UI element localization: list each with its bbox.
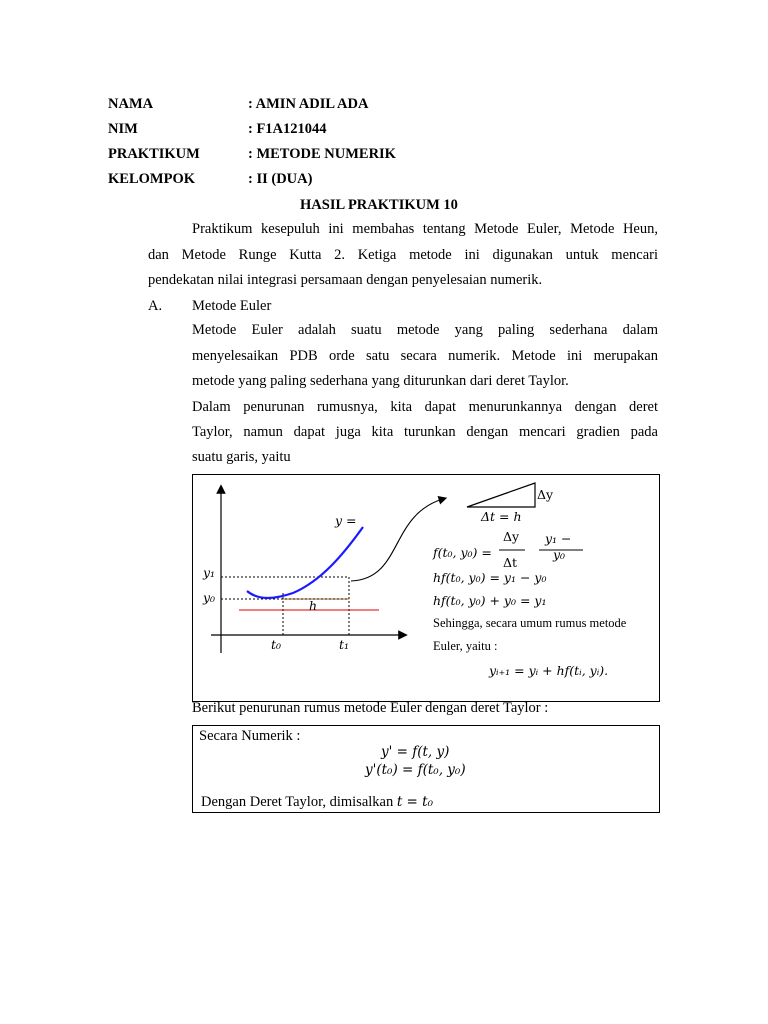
slope-denominator: Δt	[503, 555, 518, 570]
connector-arrow	[351, 499, 443, 581]
intro-line-1: Praktikum kesepuluh ini membahas tentang Metode Euler, Metode Heun,	[192, 221, 658, 237]
intro-line-2: dan Metode Runge Kutta 2. Ketiga metode ini digunakan untuk mencari	[148, 247, 658, 263]
taylor-footer	[201, 794, 433, 811]
y1-label: y₁	[203, 565, 216, 580]
slope-numerator: Δy	[503, 529, 520, 544]
section-p2-line-1: Dalam penurunan rumusnya, kita dapat menurunkannya dengan deret	[192, 399, 658, 415]
intro-line-3: pendekatan nilai integrasi persamaan dengan penyelesaian numerik.	[148, 272, 543, 288]
slope-triangle	[467, 483, 535, 507]
euler-figure	[192, 474, 660, 702]
figure-note-1: Sehingga, secara umum rumus metode	[433, 616, 627, 630]
figure-note-2: Euler, yaitu :	[433, 639, 498, 653]
header-label-nim: NIM	[108, 121, 138, 137]
frac2-denominator: y₀	[553, 547, 566, 562]
section-p2-line-3: suatu garis, yaitu	[192, 449, 291, 465]
eq-hf-2: hf(t₀, y₀) + y₀ = y₁	[433, 593, 547, 608]
euler-general-formula: yᵢ₊₁ = yᵢ + hf(tᵢ, yᵢ).	[489, 663, 609, 678]
t0-label: t₀	[271, 637, 282, 652]
dy-label: Δy	[537, 487, 554, 502]
taylor-footer-text: Dengan Deret Taylor, dimisalkan	[201, 794, 394, 810]
header-value-nim: : F1A121044	[248, 121, 327, 137]
eq-hf-1: hf(t₀, y₀) = y₁ − y₀	[433, 570, 547, 585]
section-p1-line-3: metode yang paling sederhana yang diturunkan dari deret Taylor.	[192, 373, 569, 389]
slope-lhs: f(t₀, y₀) =	[433, 545, 492, 560]
header-label-nama: NAMA	[108, 96, 154, 112]
section-p2-line-2: Taylor, namun dapat juga kita turunkan dengan mencari gradien pada	[192, 424, 658, 440]
t1-label: t₁	[339, 637, 350, 652]
curve-label: y =	[335, 513, 357, 528]
taylor-intro: Berikut penurunan rumus metode Euler dengan deret Taylor :	[192, 700, 549, 716]
h-label: h	[309, 598, 318, 613]
taylor-footer-math: t = t₀	[396, 794, 433, 810]
section-p1-line-2: menyelesaikan PDB orde satu secara numerik. Metode ini merupakan	[192, 348, 658, 364]
taylor-box	[192, 725, 660, 813]
taylor-eq-2: y'(t₀) = f(t₀, y₀)	[365, 762, 466, 778]
solution-curve	[247, 527, 363, 598]
frac2-numerator: y₁ −	[545, 531, 572, 546]
section-marker: A.	[148, 298, 163, 314]
taylor-label: Secara Numerik :	[199, 728, 301, 744]
section-p1-line-1: Metode Euler adalah suatu metode yang paling sederhana dalam	[192, 322, 658, 338]
header-value-praktikum: : METODE NUMERIK	[248, 146, 396, 162]
header-value-nama: : AMIN ADIL ADA	[248, 96, 369, 112]
header-value-kelompok: : II (DUA)	[248, 171, 313, 187]
header-label-kelompok: KELOMPOK	[108, 171, 195, 187]
header-label-praktikum: PRAKTIKUM	[108, 146, 200, 162]
y0-label: y₀	[203, 590, 216, 605]
taylor-eq-1: y' = f(t, y)	[381, 744, 450, 760]
section-heading: Metode Euler	[192, 298, 272, 314]
page-title: HASIL PRAKTIKUM 10	[300, 197, 458, 213]
dt-label: Δt = h	[481, 509, 522, 524]
